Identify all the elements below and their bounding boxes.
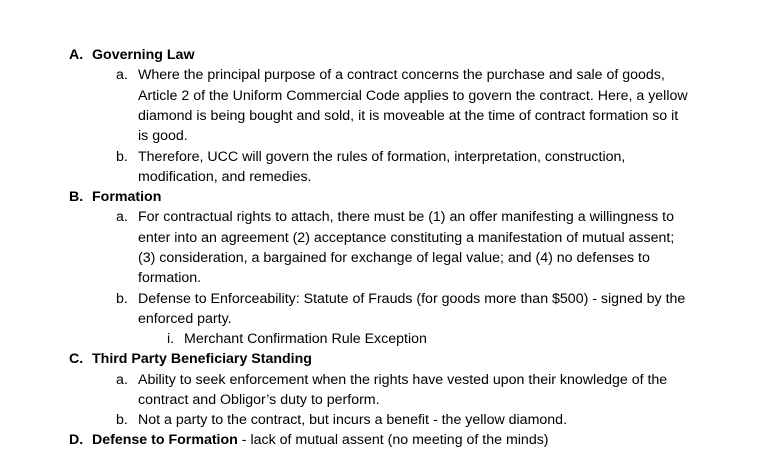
item-text-line: diamond is being bought and sold, it is moveable at the time of contract formation so it [138, 108, 679, 124]
section-heading: Third Party Beneficiary Standing [92, 351, 312, 367]
section-heading: Defense to Formation [92, 432, 238, 448]
item-text-line: For contractual rights to attach, there must be (1) an offer manifesting a willingness to [138, 209, 674, 225]
item-text-line: Therefore, UCC will govern the rules of formation, interpretation, construction, [138, 149, 626, 165]
section-heading-tail: - lack of mutual assent (no meeting of the minds) [237, 432, 549, 448]
item-marker: b. [116, 291, 128, 307]
item-text-line: enter into an agreement (2) acceptance constituting a manifestation of mutual assent; [138, 230, 675, 246]
section-heading: Governing Law [92, 47, 195, 63]
section-heading: Formation [92, 189, 162, 205]
section-marker: D. [69, 432, 84, 448]
item-text-line: is good. [138, 128, 188, 144]
section-heading-line [92, 430, 549, 450]
item-text-line: formation. [138, 270, 202, 286]
item-marker: b. [116, 412, 128, 428]
section-marker: C. [69, 351, 84, 367]
item-text-line: modification, and remedies. [138, 169, 312, 185]
section-marker: B. [69, 189, 84, 205]
section-marker: A. [69, 47, 84, 63]
item-text-line: Ability to seek enforcement when the rights have vested upon their knowledge of the [138, 372, 668, 388]
item-text-line: Defense to Enforceability: Statute of Frauds (for goods more than $500) - signed by the [138, 291, 686, 307]
item-text-line: Article 2 of the Uniform Commercial Code applies to govern the contract. Here, a yellow [138, 88, 688, 104]
item-marker: b. [116, 149, 128, 165]
item-text-line: Where the principal purpose of a contract concerns the purchase and sale of goods, [138, 67, 665, 83]
subitem-marker: i. [167, 331, 175, 347]
item-text-line: contract and Obligor’s duty to perform. [138, 392, 380, 408]
item-marker: a. [116, 209, 128, 225]
item-text-line: Not a party to the contract, but incurs a benefit - the yellow diamond. [138, 412, 568, 428]
item-marker: a. [116, 67, 128, 83]
subitem-text: Merchant Confirmation Rule Exception [184, 331, 427, 347]
item-text-line: (3) consideration, a bargained for exchange of legal value; and (4) no defenses to [138, 250, 650, 266]
item-text-line: enforced party. [138, 311, 232, 327]
item-marker: a. [116, 372, 128, 388]
